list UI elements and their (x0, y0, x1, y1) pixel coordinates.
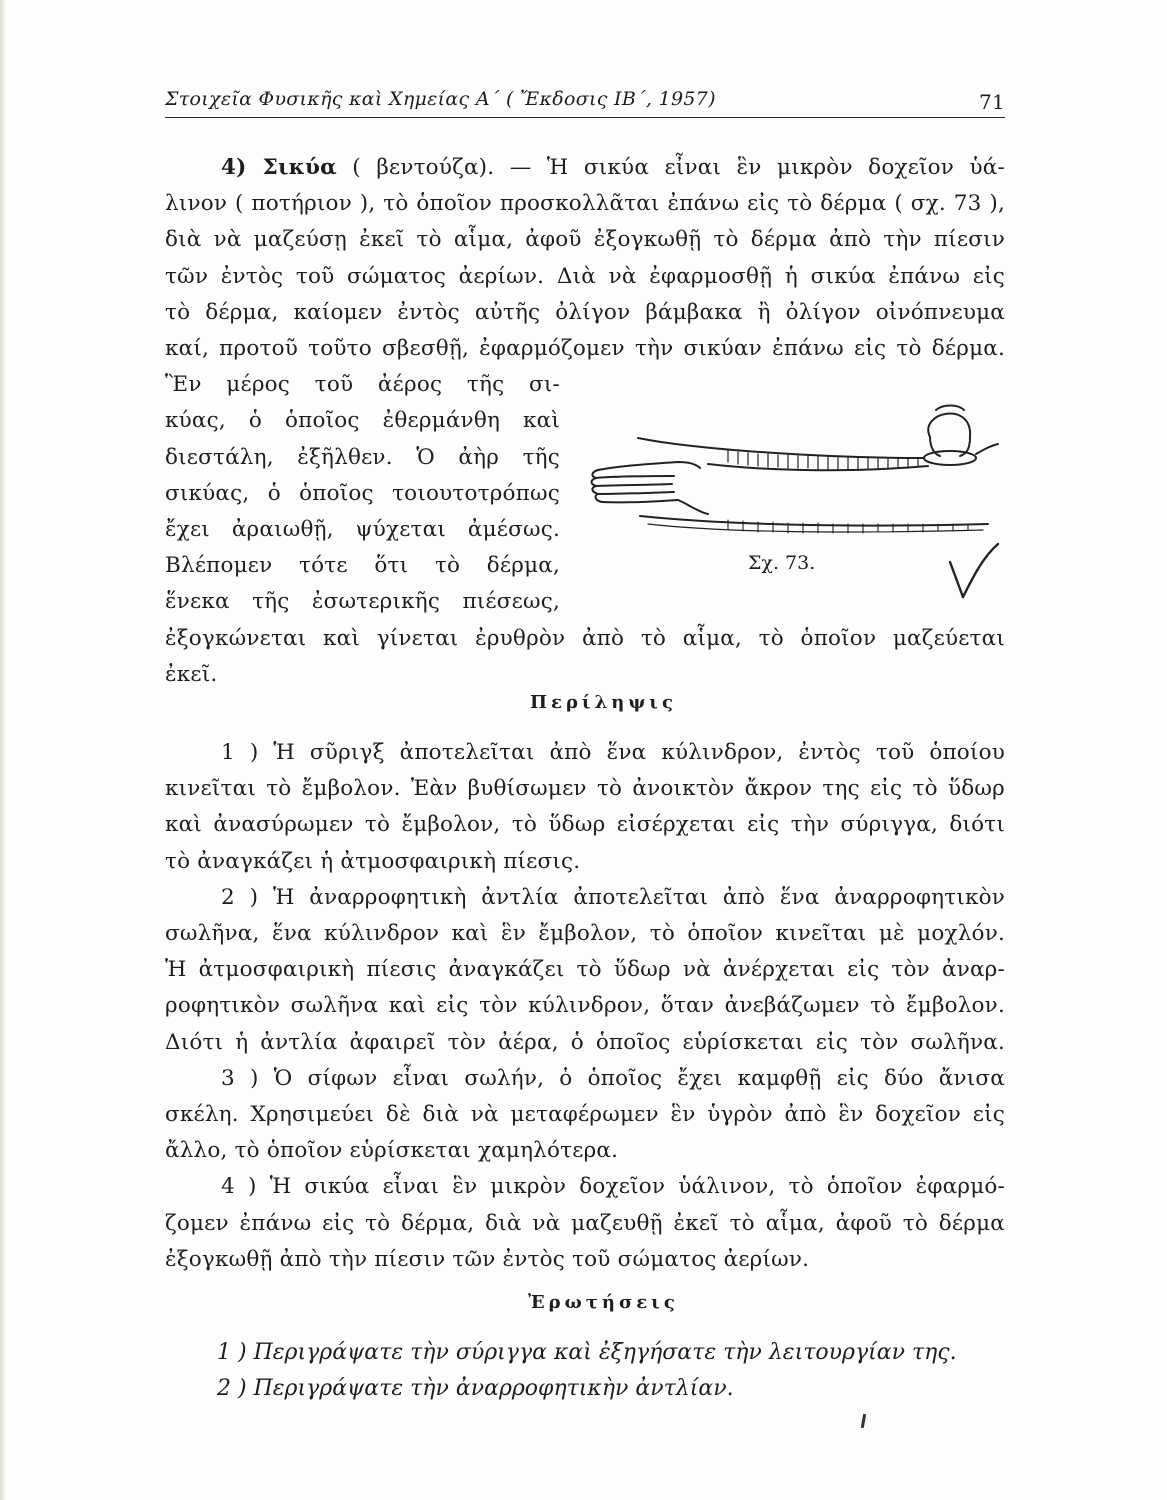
question-item: 1 ) Περιγράψατε τὴν σύριγγα καὶ ἐξηγήσατε τὴν λειτουργίαν της. (217, 1340, 957, 1365)
text-line: κύας, ὁ ὁποῖος ἐθερμάνθη καὶ (165, 408, 560, 434)
summary-line: 2 ) Ἡ ἀναρροφητικὴ ἀντλία ἀποτελεῖται ἀπὸ ἕνα ἀναρροφητικὸν (221, 884, 1005, 910)
section-heading: 4) Σικύα (221, 155, 337, 180)
summary-line: ροφητικὸν σωλῆνα καὶ εἰς τὸν κύλινδρον, ὅταν ἀνεβάζωμεν τὸ ἔμβολον. (165, 993, 1005, 1019)
questions-heading: Ἐρωτήσεις (528, 1292, 679, 1313)
text-line: διεστάλη, ἐξῆλθεν. Ὁ ἀὴρ τῆς (165, 444, 560, 470)
text-line: καί, προτοῦ τοῦτο σβεσθῇ, ἐφαρμόζομεν τὴν σικύαν ἐπάνω εἰς τὸ δέρμα. (165, 336, 1005, 362)
summary-line: σωλῆνα, ἕνα κύλινδρον καὶ ἓν ἔμβολον, τὸ ὁποῖον κινεῖται μὲ μοχλόν. (165, 921, 1005, 947)
summary-section (165, 735, 1005, 1278)
summary-line: τὸ ἀναγκάζει ἡ ἀτμοσφαιρικὴ πίεσις. (165, 848, 581, 874)
page-number: 71 (978, 90, 1005, 114)
text-line (165, 150, 1005, 186)
text-line: ἔχει ἀραιωθῇ, ψύχεται ἀμέσως. (165, 517, 560, 543)
text-line: τὸ δέρμα, καίομεν ἐντὸς αὐτῆς ὀλίγον βάμβακα ἢ ὀλίγον οἰνόπνευμα (165, 299, 1005, 325)
text-line: σικύας, ὁ ὁποῖος τοιουτοτρόπως (165, 480, 560, 506)
summary-line: 1 ) Ἡ σῦριγξ ἀποτελεῖται ἀπὸ ἕνα κύλινδρον, ἐντὸς τοῦ ὁποίου (221, 740, 1005, 765)
summary-line: ζομεν ἐπάνω εἰς τὸ δέρμα, διὰ νὰ μαζευθῇ ἐκεῖ τὸ αἷμα, ἀφοῦ τὸ δέρμα (165, 1210, 1005, 1236)
text-line: ἐκεῖ. (165, 661, 218, 687)
cupping-glass-figure (578, 392, 1008, 617)
figure-caption: Σχ. 73. (748, 552, 816, 574)
text-line: τῶν ἐντὸς τοῦ σώματος ἀερίων. Διὰ νὰ ἐφαρμοσθῇ ἡ σικύα ἐπάνω εἰς (165, 263, 1005, 289)
text-line: διὰ νὰ μαζεύσῃ ἐκεῖ τὸ αἷμα, ἀφοῦ ἐξογκωθῇ τὸ δέρμα ἀπὸ τὴν πίεσιν (165, 227, 1005, 253)
summary-line: ἄλλο, τὸ ὁποῖον εὑρίσκεται χαμηλότερα. (165, 1138, 619, 1164)
running-head (165, 84, 1005, 118)
book-title: Στοιχεῖα Φυσικῆς καὶ Χημείας Α΄ ( Ἔκδοσις ΙΒ΄, 1957) (165, 88, 716, 110)
question-item: 2 ) Περιγράψατε τὴν ἀναρροφητικὴν ἀντλίαν. (217, 1376, 734, 1401)
summary-line: 3 ) Ὁ σίφων εἶναι σωλήν, ὁ ὁποῖος ἔχει καμφθῇ εἰς δύο ἄνισα (221, 1065, 1005, 1091)
summary-line: σκέλη. Χρησιμεύει δὲ διὰ νὰ μεταφέρωμεν ἓν ὑγρὸν ἀπὸ ἓν δοχεῖον εἰς (165, 1102, 1005, 1128)
summary-heading: Περίληψις (530, 692, 677, 713)
summary-line: 4 ) Ἡ σικύα εἶναι ἓν μικρὸν δοχεῖον ὑάλινον, τὸ ὁποῖον ἐφαρμό- (221, 1174, 1005, 1200)
scan-speck (861, 1414, 866, 1428)
questions-section (165, 1335, 1005, 1407)
text-line: ἐξογκώνεται καὶ γίνεται ἐρυθρὸν ἀπὸ τὸ αἷμα, τὸ ὁποῖον μαζεύεται (165, 625, 1005, 651)
text-line: Βλέπομεν τότε ὅτι τὸ δέρμα, (165, 553, 560, 579)
text-line: λινον ( ποτήριον ), τὸ ὁποῖον προσκολλᾶται ἐπάνω εἰς τὸ δέρμα ( σχ. 73 ), (165, 191, 1005, 217)
summary-line: ἐξογκωθῇ ἀπὸ τὴν πίεσιν τῶν ἐντὸς τοῦ σώματος ἀερίων. (165, 1246, 810, 1272)
scan-edge (0, 0, 6, 1500)
summary-line: Ἡ ἀτμοσφαιρικὴ πίεσις ἀναγκάζει τὸ ὕδωρ νὰ ἀνέρχεται εἰς τὸν ἀναρ- (165, 957, 1005, 983)
summary-line: Διότι ἡ ἀντλία ἀφαιρεῖ τὸν ἀέρα, ὁ ὁποῖος εὑρίσκεται εἰς τὸν σωλῆνα. (165, 1029, 1005, 1055)
text-line: Ἓν μέρος τοῦ ἀέρος τῆς σι- (165, 372, 560, 398)
text-line: ἕνεκα τῆς ἐσωτερικῆς πιέσεως, (165, 589, 560, 615)
summary-line: καὶ ἀνασύρωμεν τὸ ἔμβολον, τὸ ὕδωρ εἰσέρχεται εἰς τὴν σύριγγα, διότι (165, 812, 1005, 838)
header-rule (165, 117, 1005, 118)
glass-dome (928, 414, 970, 456)
text-run: ( βεντούζα). — Ἡ σικύα εἶναι ἓν μικρὸν δοχεῖον ὑά- (352, 155, 1005, 180)
summary-line: κινεῖται τὸ ἔμβολον. Ἐὰν βυθίσωμεν τὸ ἀνοικτὸν ἄκρον της εἰς τὸ ὕδωρ (165, 776, 1005, 802)
